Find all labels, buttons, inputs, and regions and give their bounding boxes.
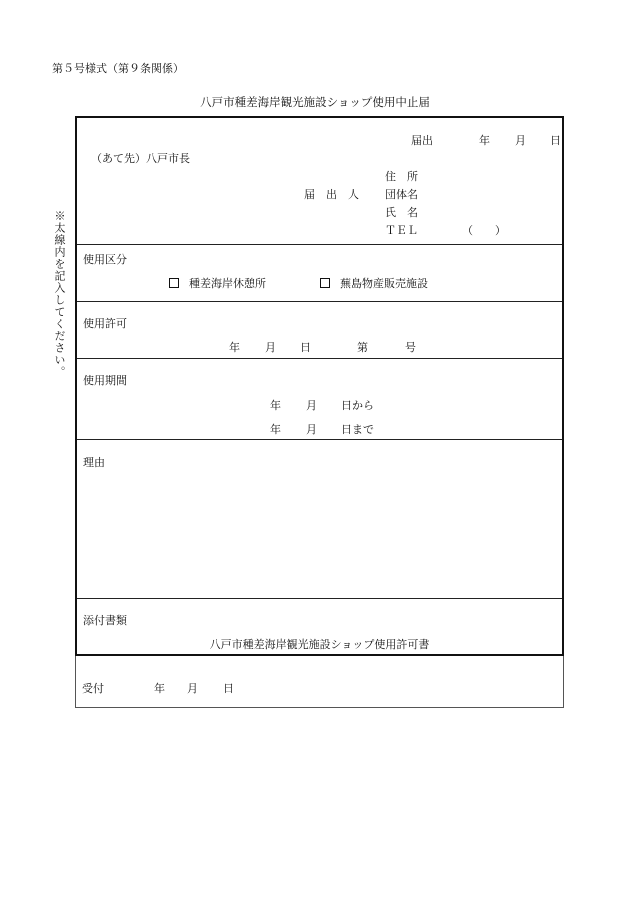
- tel-label: ＴＥＬ: [385, 224, 418, 237]
- reason-label: 理由: [83, 456, 105, 469]
- checkbox-1[interactable]: [169, 278, 179, 288]
- form-number: 第５号様式（第９条関係）: [52, 62, 184, 75]
- permit-no-suffix: 号: [405, 341, 416, 354]
- org-name-label: 団体名: [385, 188, 418, 201]
- permit-month: 月: [265, 341, 276, 354]
- attachments-label: 添付書類: [83, 614, 127, 627]
- checkbox-2[interactable]: [320, 278, 330, 288]
- usage-option-2: [320, 275, 428, 291]
- divider: [77, 301, 562, 302]
- usage-permit-label: 使用許可: [83, 317, 127, 330]
- submit-date-label: 届出: [411, 134, 433, 147]
- reception-label: 受付: [82, 682, 104, 695]
- applicant-label: 届 出 人: [304, 188, 359, 201]
- addressee: （あて先）八戸市長: [91, 152, 190, 165]
- address-label: 住 所: [385, 170, 418, 183]
- period-from-label: 日から: [341, 399, 374, 412]
- form-title: 八戸市種差海岸観光施設ショップ使用中止届: [200, 95, 430, 109]
- reception-day: 日: [223, 682, 234, 695]
- divider: [77, 358, 562, 359]
- usage-option-2-label: 蕪島物産販売施設: [340, 277, 428, 290]
- divider: [77, 244, 562, 245]
- reception-box: [75, 656, 564, 708]
- permit-no-prefix: 第: [357, 341, 368, 354]
- reception-year: 年: [154, 682, 165, 695]
- name-label: 氏 名: [385, 206, 418, 219]
- tel-paren: （ ）: [462, 224, 506, 237]
- usage-category-label: 使用区分: [83, 253, 127, 266]
- divider: [77, 598, 562, 599]
- permit-day: 日: [300, 341, 311, 354]
- period-from-year: 年: [270, 399, 281, 412]
- submit-month-label: 月: [515, 134, 526, 147]
- submit-year-label: 年: [479, 134, 490, 147]
- period-to-month: 月: [306, 423, 317, 436]
- permit-year: 年: [229, 341, 240, 354]
- reception-month: 月: [187, 682, 198, 695]
- attachment-doc: 八戸市種差海岸観光施設ショップ使用許可書: [209, 638, 430, 651]
- usage-option-1-label: 種差海岸休憩所: [189, 277, 266, 290]
- usage-option-1: [169, 275, 266, 291]
- period-to-year: 年: [270, 423, 281, 436]
- form-main: [75, 116, 564, 656]
- usage-period-label: 使用期間: [83, 374, 127, 387]
- submit-day-label: 日: [550, 134, 561, 147]
- divider: [77, 439, 562, 440]
- period-to-label: 日まで: [341, 423, 374, 436]
- period-from-month: 月: [306, 399, 317, 412]
- side-note: ※太線内を記入してください。: [53, 210, 66, 378]
